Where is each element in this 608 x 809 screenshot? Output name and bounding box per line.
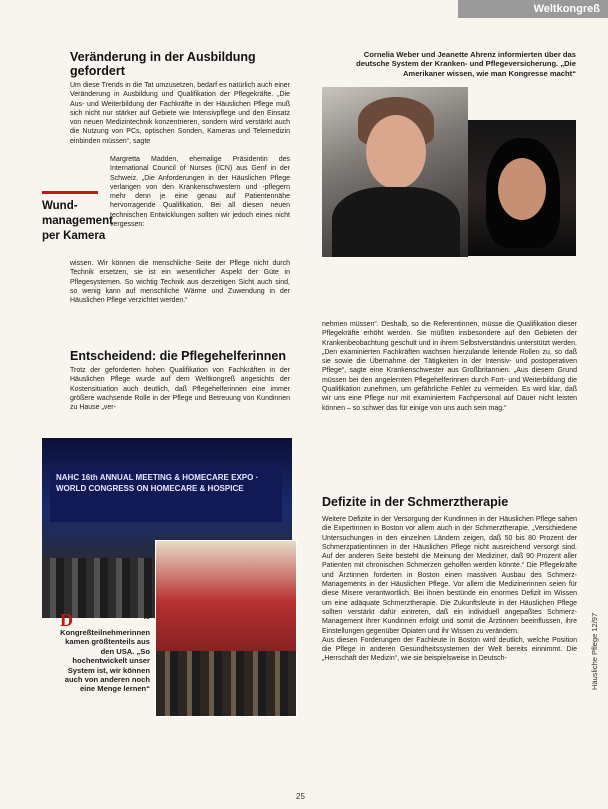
article-heading-pflegehelferinnen: Entscheidend: die Pflegehelferinnen <box>70 349 287 363</box>
article-heading-schmerztherapie: Defizite in der Schmerztherapie <box>322 495 509 509</box>
article-heading-ausbildung: Veränderung in der Ausbildung gefordert <box>70 50 256 78</box>
photo-congress-crowd <box>155 540 297 717</box>
photo-portrait-woman-1 <box>322 87 468 257</box>
photo-caption-top: Cornelia Weber und Jeanette Ahrenz informierten über das deutsche System der Kranken- und Pflegeversicherung. „Die Amerikaner wissen, wie man Kongresse macht“ <box>356 50 576 78</box>
journal-reference: Häusliche Pflege 12/97 <box>590 612 599 690</box>
photo-caption-bottom <box>60 612 150 694</box>
section-tag: Weltkongreß <box>458 0 608 18</box>
page-number: 25 <box>296 792 305 801</box>
article-text-schmerztherapie: Weitere Defizite in der Versorgung der Kundinnen in der Häuslichen Pflege sahen die Expertinnen in Boston vor allem auch in der Schmerztherapie. „Verschiedene Untersuchungen in den einzelnen Ländern zeigen, daß 50 bis 80 Prozent der Schmerzpatientinnen in der Häuslichen Pflege nicht ausreichend versorgt sind. Auf der anderen Seite besteht die Meinung der Mediziner, daß 90 Prozent aller Patienten mit chronischen Schmerzen geholfen werden könnte.“ Die Pflegekräfte und Ärztinnen forderten in Boston einen massiven Ausbau des Schmerz-Managements in der Häuslichen Pflege. Vor allem die Medizinerinnen seien für diese Misere verantwortlich. Bei ihnen bestünde ein enormes Defizit im Wissen um eine adäquate Schmerztherapie. Die Zukunftsleute in der Häuslichen Pflege sollten verstärkt dafür eintreten, daß ein individuell angepaßtes Schmerz-Management ihrer Kundinnen erfolgt und somit die Ärztinnen beeinflussen, ihre Einstellungen gegenüber Opiaten und ihr Wissen zu verändern. Aus diesen Forderungen der Fachleute in Boston wird deutlich, welche Position die Pflege in anderen Gesundheitssystemen der Welt bereits einnimmt. Die „Herrschaft der Medizin“, wie sie beispielsweise in Deutsch- <box>322 516 577 663</box>
article-text-top: Um diese Trends in die Tat umzusetzen, bedarf es natürlich auch einer Veränderung in Ausbildung und Qualifikation der Pflegekräfte. „Die Aus- und Weiterbildung der Fachkräfte in der Häuslichen Pflege muß sich nicht nur stärker auf Gebiete wie Intensivpflege und den Einsatz von neuen Medizintechnik konzentrieren, sondern wird verstärkt auch die Nutzung von PCs, optischen Sonden, Kameras und Telemedizin einbinden müssen“, sagte <box>70 82 290 145</box>
photo-caption-bottom-text: ie Kongreßteilnehmerinnen kamen größtenteils aus den USA. „So hochentwickelt unser System ist, wir können auch von anderen noch eine Menge lernen“ <box>60 612 150 694</box>
dropcap: D <box>60 610 73 630</box>
article-text-bottom: wissen. Wir können die menschliche Seite der Pflege nicht durch Technik ersetzen, sie ist ein wesentlicher Aspekt der Güte in Pflegesystemen. So wichtig Technik aus derzeitigen Sicht auch sind, so wenig kann auf menschliche Wärme und Zuwendung in der Häuslichen Pflege verzichtet werden.“ <box>70 260 290 305</box>
article-text-qualifikation: nehmen müssen“. Deshalb, so die Referentinnen, müsse die Qualifikation dieser Pflegekräfte erhöht werden. Sie müßten insbesondere auf den Gebieten der Krankenbeobachtung geschult und in ihrem Selbstverständnis unterstützt werden. „Den examinierten Fachkräften wachsen hierzulande leitende Rollen zu, so daß sie sowie die Übernahme der Tätigkeiten in der Intensiv- und postoperativen Pflege“, sagte eine Krankenschwester aus Großbritannien. „Aus diesem Grund müssen bei den angelernten Pflegehelferinnen durch Fort- und Weiterbildung die Qualifikation zunehmen, um gefährliche Fehler zu vermeiden. Es wird klar, daß wir uns eine Pflege nur mit examiniertem Fachpersonal auf Dauer nicht leisten können – so schwer das für einige von uns auch sein mag.“ <box>322 321 577 412</box>
article-text-pflegehelferinnen: Trotz der geforderten hohen Qualifikation von Fachkräften in der Häuslichen Pflege wurde auf dem Weltkongreß angesichts der Kostensituation auch deutlich, daß Pflegehelferinnen eine immer größere wachsende Rolle in der Pflege und Betreuung von Kundinnen zu Hause „ver- <box>70 367 290 412</box>
photo-portrait-woman-2 <box>468 120 576 256</box>
sidebar-title: Wund- management per Kamera <box>42 200 113 242</box>
article-text-wrap: Margretta Madden, ehemalige Präsidentin des International Council of Nurses (ICN) aus Genf in der Schweiz. „Die Anforderungen in der Häuslichen Pflege verlangen von den Krankenschwestern und -pflegern mehr denn je eine genau auf Patientennähe hervorragende Qualifikation. Bei all diesen neuen technischen Entwicklungen sollten wir jedoch eines nicht vergessen: <box>110 156 290 229</box>
sidebar-rule <box>42 191 98 194</box>
congress-banner: NAHC 16th ANNUAL MEETING & HOMECARE EXPO · WORLD CONGRESS ON HOMECARE & HOSPICE <box>50 466 282 522</box>
